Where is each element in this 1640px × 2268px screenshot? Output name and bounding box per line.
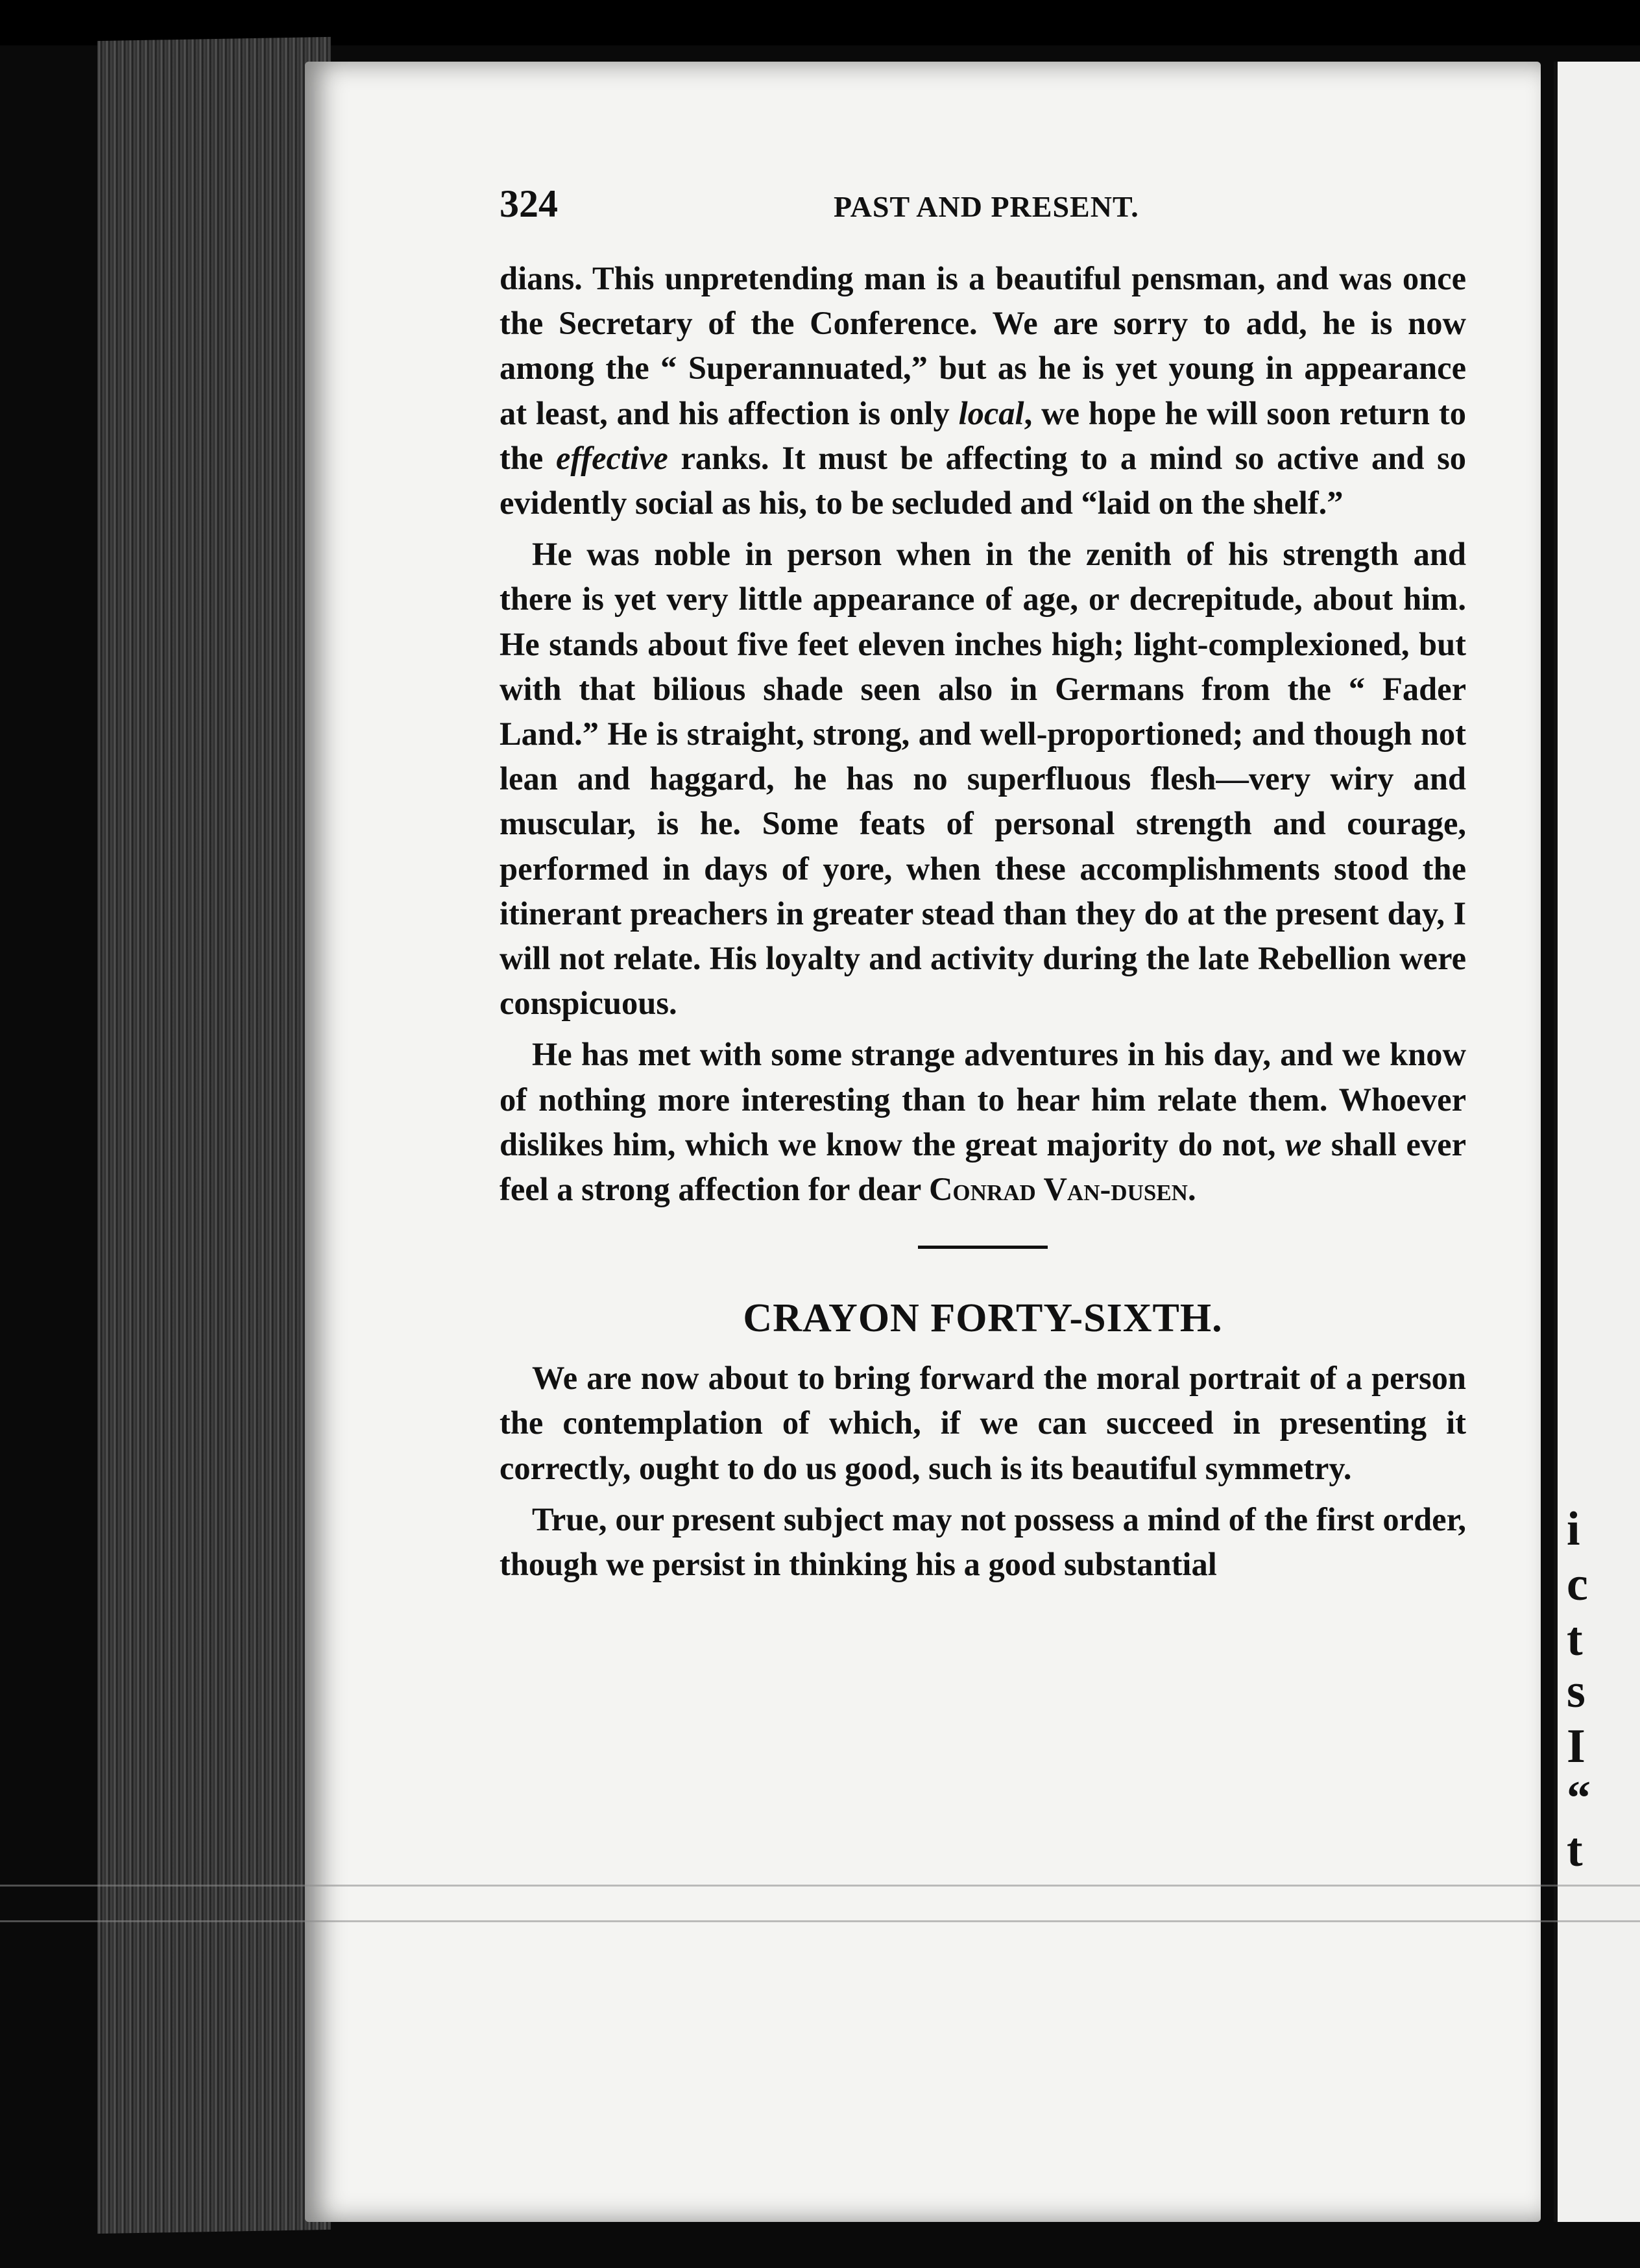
italic-text: local bbox=[958, 394, 1024, 431]
scan-line bbox=[0, 1920, 1640, 1922]
facing-page-fragment: I bbox=[1567, 1720, 1586, 1773]
page-body bbox=[500, 256, 1466, 1587]
paragraph: He was noble in person when in the zenith of his strength and there is yet very little appearance of age, or decrepitude, about him. He stands about five feet eleven inches high; light-complexioned, but with that bilious shade seen also in Germans from the “ Fader Land.” He is straight, strong, and well-proportioned; and though not lean and haggard, he has no superfluous flesh—very wiry and muscular, is he. Some feats of personal strength and courage, performed in days of yore, when these accomplishments stood the itinerant preachers in greater stead than they do at the present day, I will not relate. His loyalty and activity during the late Rebellion were conspicuous. bbox=[500, 536, 1466, 1022]
paragraph: True, our present subject may not possess a mind of the first order, though we persist in thinking his a good substantial bbox=[500, 1501, 1466, 1583]
section-divider bbox=[918, 1246, 1048, 1249]
facing-page-fragment: “ bbox=[1567, 1772, 1591, 1825]
italic-text: we bbox=[1285, 1126, 1322, 1163]
running-head: PAST AND PRESENT. bbox=[834, 190, 1139, 223]
facing-page-fragment: s bbox=[1567, 1665, 1586, 1718]
paragraph: dians. This unpretending man is a beautiful pensman, and was once the Secretary of the Conference. We are sorry to add, he is now among the “ Superannuated,” but as he is yet young in appearance at least, and his affection is only local, we hope he will soon return to the effective ranks. It must be affecting to a mind so active and so evidently social as his, to be secluded and “laid on the shelf.” bbox=[500, 260, 1466, 522]
section-heading: CRAYON FORTY-SIXTH. bbox=[743, 1296, 1223, 1341]
paragraph: We are now about to bring forward the moral portrait of a person the contemplation of which, if we can succeed in presenting it correctly, ought to do us good, such is its beautiful symmetry. bbox=[500, 1360, 1466, 1486]
facing-page-fragment: t bbox=[1567, 1613, 1583, 1666]
italic-text: effective bbox=[555, 439, 668, 476]
person-name: Conrad Van-dusen bbox=[928, 1171, 1188, 1208]
page-header bbox=[500, 182, 1466, 240]
facing-page-fragment: c bbox=[1567, 1558, 1588, 1611]
book-page-edges bbox=[97, 37, 331, 2234]
facing-page-fragment: t bbox=[1567, 1824, 1583, 1877]
paragraph: He has met with some strange adventures in his day, and we know of nothing more interesting than to hear him relate them. Whoever dislikes him, which we know the great majority do not, we shall ever feel a strong affection for dear Conrad Van-dusen. bbox=[500, 1036, 1466, 1208]
facing-page bbox=[1554, 62, 1640, 2222]
page-number: 324 bbox=[500, 182, 558, 225]
scan-line bbox=[0, 1885, 1640, 1887]
facing-page-fragment: i bbox=[1567, 1502, 1580, 1556]
